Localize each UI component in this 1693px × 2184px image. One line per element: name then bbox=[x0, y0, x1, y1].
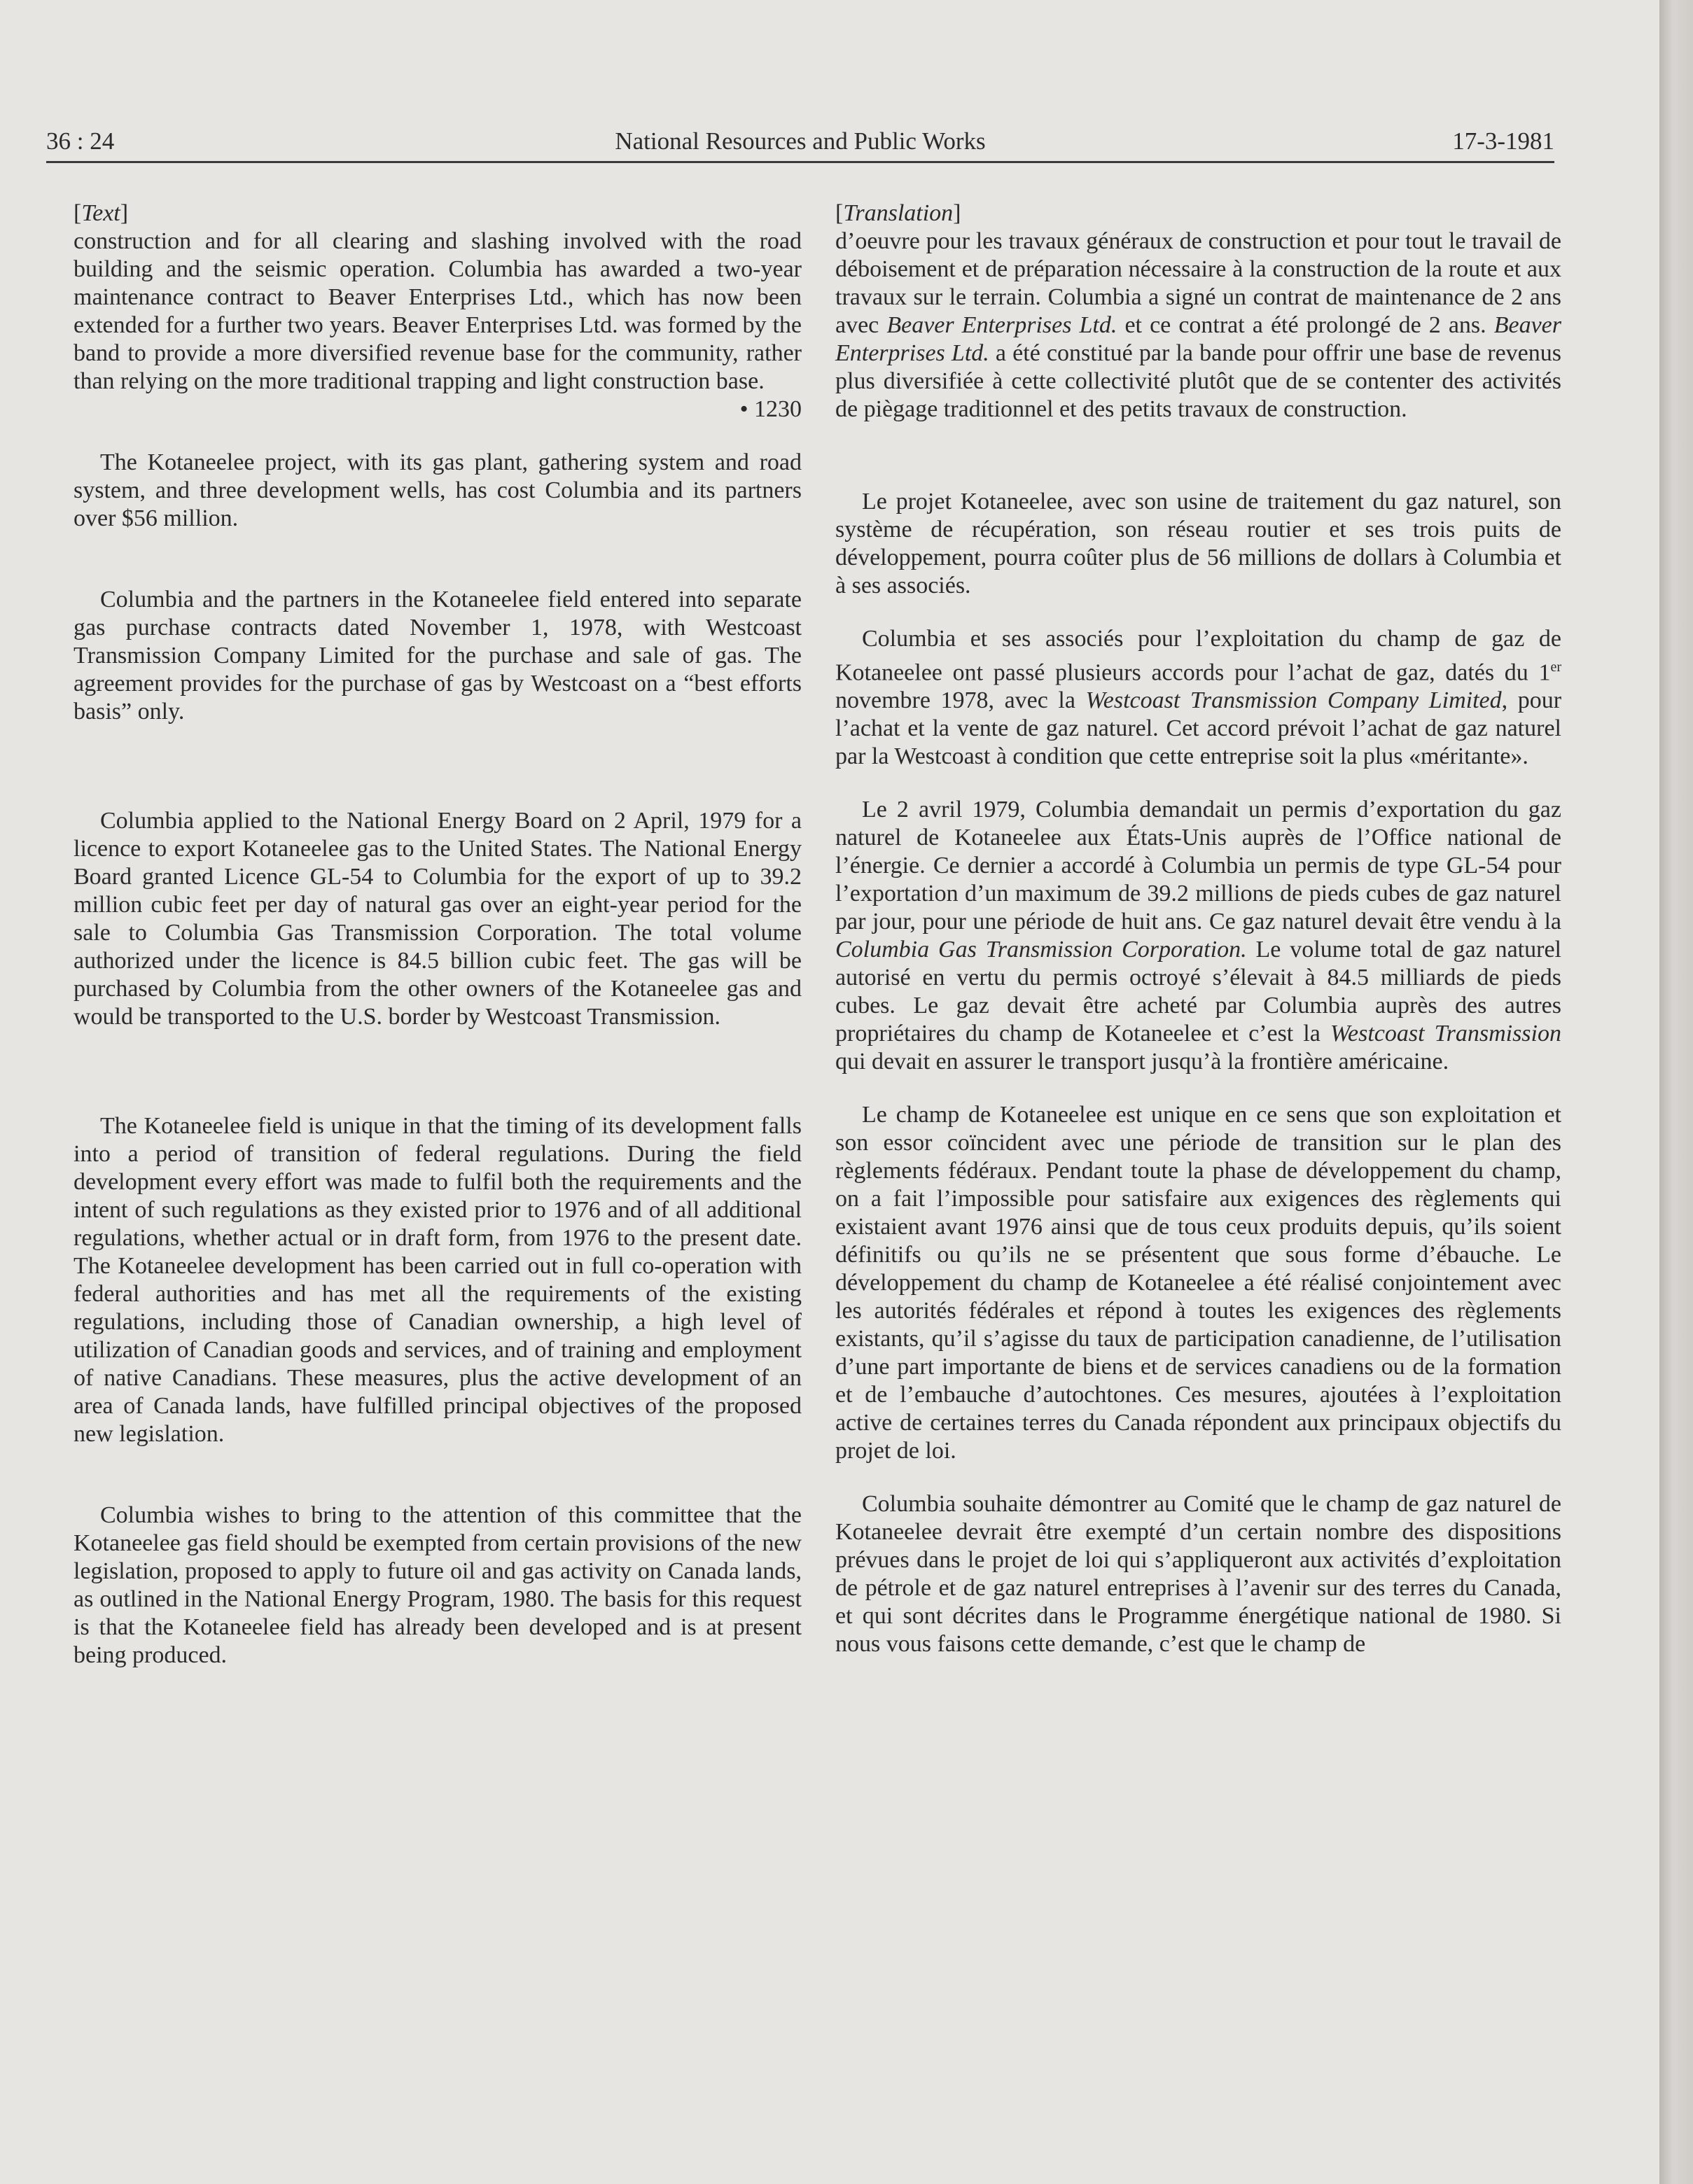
page-date: 17-3-1981 bbox=[1452, 127, 1554, 155]
paragraph: d’oeuvre pour les travaux généraux de construction et pour tout le travail de déboisement et de préparation nécessaire à la construction de la route et aux travaux sur le terrain. Columbia a signé un contrat de maintenance de 2 ans avec Beaver Enterprises Ltd. et ce contrat a été prolongé de 2 ans. Beaver Enterprises Ltd. a été constitué par la bande pour offrir une base de revenus plus diversifiée à cette collectivité plutôt que de se contenter des activités de piègage traditionnel et des petits travaux de construction. bbox=[835, 228, 1561, 422]
paragraph: Columbia wishes to bring to the attention of this committee that the Kotaneelee gas field should be exempted from certain provisions of the new legislation, proposed to apply to future oil and gas activity on Canada lands, as outlined in the National Energy Program, 1980. The basis for this request is that the Kotaneelee field has already been developed and is at present being produced. bbox=[74, 1502, 802, 1668]
paragraph: Columbia applied to the National Energy Board on 2 April, 1979 for a licence to export Kotaneelee gas to the United States. The National Energy Board granted Licence GL-54 to Columbia for the export of up to 39.2 million cubic feet per day of natural gas over an eight-year period for the sale to Columbia Gas Transmission Corporation. The total volume authorized under the licence is 84.5 billion cubic feet. The gas will be purchased by Columbia from the other owners of the Kotaneelee gas and would be transported to the U.S. border by Westcoast Transmission. bbox=[74, 808, 802, 1030]
paragraph: The Kotaneelee field is unique in that the timing of its development falls into a period of transition of federal regulations. During the field development every effort was made to fulfil both the requirements and the intent of such regulations as they existed prior to 1976 and of all additional regulations, whether actual or in draft form, from 1976 to the present date. The Kotaneelee development has been carried out in full co-operation with federal authorities and has met all the requirements of the existing regulations, including those of Canadian ownership, a high level of utilization of Canadian goods and services, and of training and employment of native Canadians. These measures, plus the active development of an area of Canada lands, have fulfilled principal objectives of the proposed new legislation. bbox=[74, 1113, 802, 1447]
paragraph: Le 2 avril 1979, Columbia demandait un permis d’exportation du gaz naturel de Kotaneelee aux États-Unis auprès de l’Office national de l’énergie. Ce dernier a accordé à Columbia un permis de type GL-54 pour l’exportation d’un maximum de 39.2 millions de pieds cubes de gaz naturel par jour, pour une période de huit ans. Ce gaz naturel devait être vendu à la Columbia Gas Transmission Corporation. Le volume total de gaz naturel autorisé en vertu du permis octroyé s’élevait à 84.5 milliards de pieds cubes. Le gaz devait être acheté par Columbia auprès des autres propriétaires du champ de Kotaneelee et c’est la Westcoast Transmission qui devait en assurer le transport jusqu’à la frontière américaine. bbox=[835, 797, 1561, 1075]
paragraph: Le champ de Kotaneelee est unique en ce sens que son exploitation et son essor coïncident avec une période de transition sur le plan des règlements fédéraux. Pendant toute la phase de développement du champ, on a fait l’impossible pour satisfaire aux exigences des règlements qui existaient avant 1976 ainsi que de tous ceux produits depuis, qu’ils soient définitifs ou qu’ils ne se présentent que sous forme d’ébauche. Le développement du champ de Kotaneelee a été réalisé conjointement avec les autorités fédérales et répond à toutes les exigences des règlements existants, qu’il s’agisse du taux de participation canadienne, de l’utilisation d’une part importante de biens et de services canadiens ou de la formation et de l’embauche d’autochtones. Ces mesures, ajoutées à l’exploitation active de certaines terres du Canada répondent aux principaux objectifs du projet de loi. bbox=[835, 1102, 1561, 1464]
time-marker: • 1230 bbox=[739, 396, 802, 422]
page-edge bbox=[1659, 0, 1693, 2184]
paragraph: Columbia and the partners in the Kotaneelee field entered into separate gas purchase contracts dated November 1, 1978, with Westcoast Transmission Company Limited for the purchase and sale of gas. The agreement provides for the purchase of gas by Westcoast on a “best efforts basis” only. bbox=[74, 587, 802, 724]
french-column bbox=[835, 200, 1561, 1658]
paragraph: Columbia et ses associés pour l’exploitation du champ de gaz de Kotaneelee ont passé plusieurs accords pour l’achat de gaz, datés du 1er novembre 1978, avec la Westcoast Transmission Company Limited, pour l’achat et la vente de gaz naturel. Cet accord prévoit l’achat de gaz naturel par la Westcoast à condition que cette entreprise soit la plus «méritante». bbox=[835, 626, 1562, 770]
paragraph: Le projet Kotaneelee, avec son usine de traitement du gaz naturel, son système de récupération, son réseau routier et ses trois puits de développement, pourra coûter plus de 56 millions de dollars à Columbia et à ses associés. bbox=[835, 489, 1561, 598]
paragraph: construction and for all clearing and slashing involved with the road building and the seismic operation. Columbia has awarded a two-year maintenance contract to Beaver Enterprises Ltd., which has now been extended for a further two years. Beaver Enterprises Ltd. was formed by the band to provide a more diversified revenue base for the community, rather than relying on the more traditional trapping and light construction base. bbox=[74, 228, 802, 394]
column-label: [Translation] bbox=[835, 200, 961, 226]
running-title: National Resources and Public Works bbox=[615, 127, 986, 155]
paragraph: The Kotaneelee project, with its gas plant, gathering system and road system, and three development wells, has cost Columbia and its partners over $56 million. bbox=[74, 449, 802, 531]
paragraph: Columbia souhaite démontrer au Comité que le champ de gaz naturel de Kotaneelee devrait être exempté d’un certain nombre des dispositions prévues dans le projet de loi qui s’appliqueront aux activités d’exploitation de pétrole et de gaz naturel entreprises à l’avenir sur des terres du Canada, et qui sont décrites dans le Programme énergétique national de 1980. Si nous vous faisons cette demande, c’est que le champ de bbox=[835, 1491, 1561, 1658]
column-label: [Text] bbox=[74, 200, 129, 226]
page-header bbox=[46, 125, 1554, 163]
page-number: 36 : 24 bbox=[46, 127, 115, 155]
english-column bbox=[74, 200, 802, 1670]
